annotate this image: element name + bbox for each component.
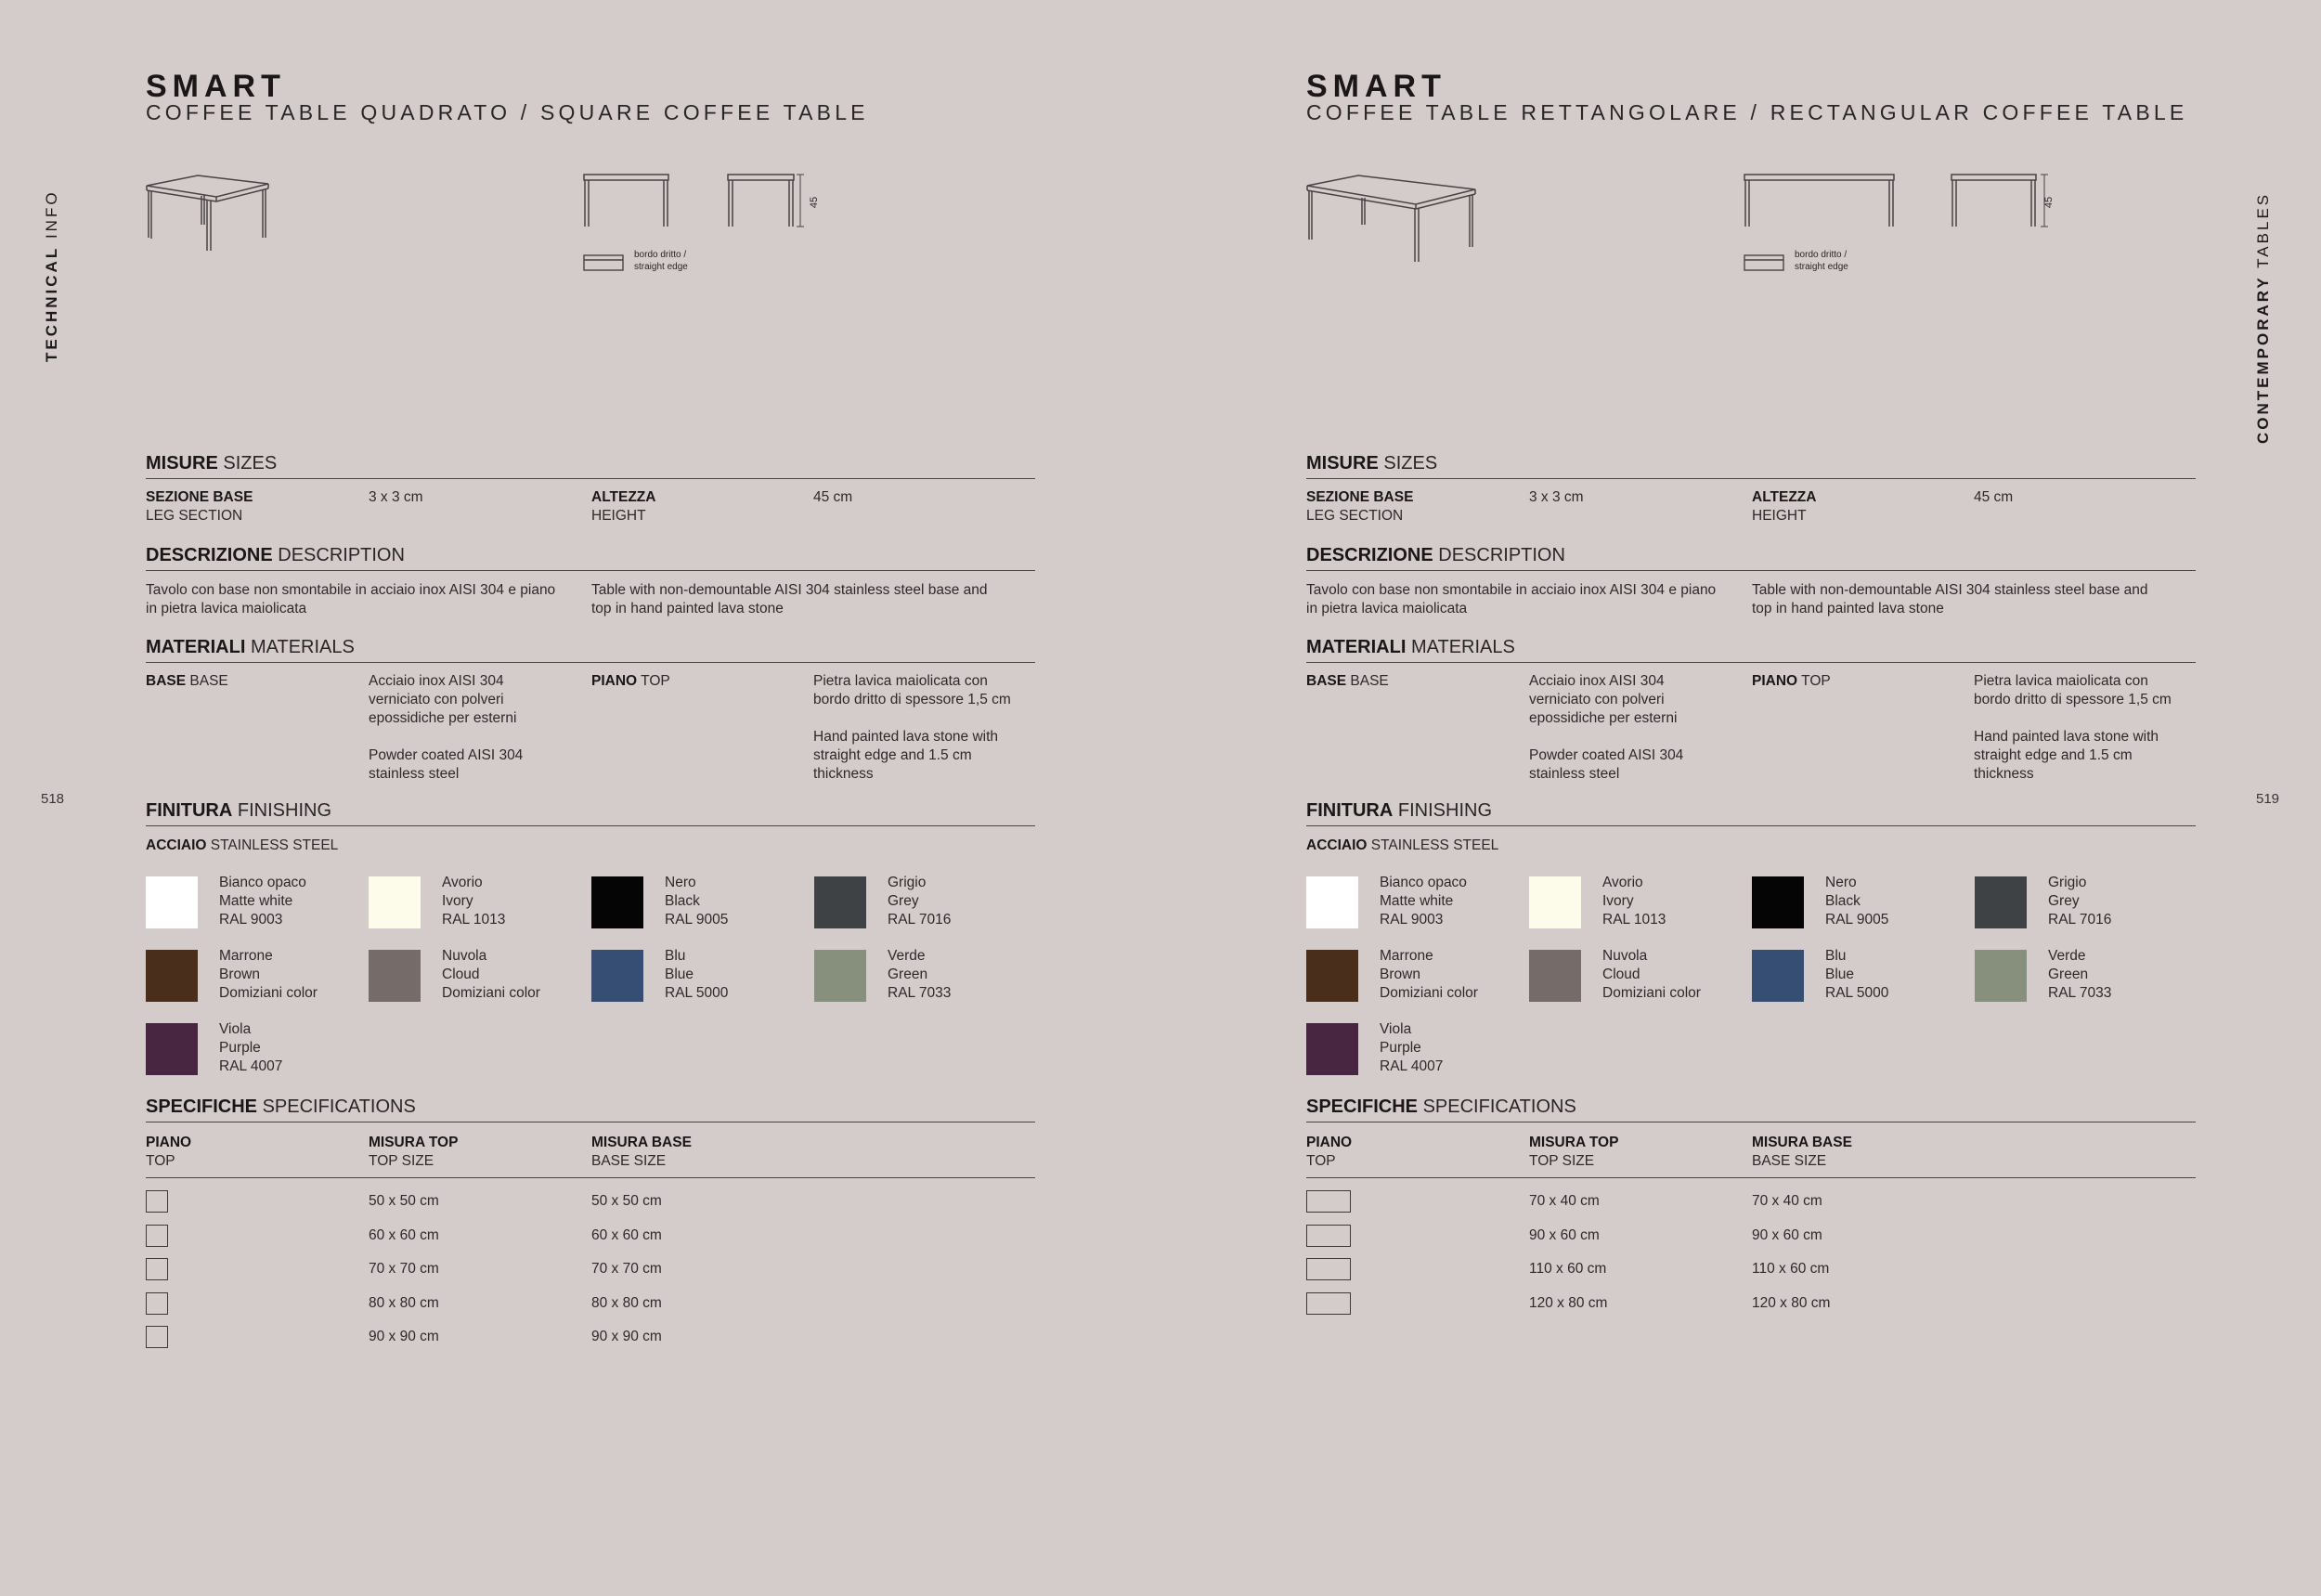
color-swatch: [369, 876, 421, 928]
section-specifications-heading: SPECIFICHE SPECIFICATIONS: [146, 1096, 1035, 1122]
color-swatch: [1306, 950, 1358, 1002]
edge-profile-icon: [1744, 254, 1786, 273]
spec-base-size: 120 x 80 cm: [1752, 1294, 1831, 1311]
spec-base-size: 70 x 70 cm: [591, 1261, 662, 1277]
square-table-side-view-drawing: [727, 174, 805, 229]
spec-top-size: 70 x 40 cm: [1529, 1193, 1600, 1209]
spec-col-top-size: MISURA TOP TOP SIZE: [1529, 1135, 1619, 1169]
color-swatch-label: Nero Black RAL 9005: [665, 875, 729, 928]
leg-section-label: SEZIONE BASE LEG SECTION: [1306, 489, 1414, 524]
section-materials-heading: MATERIALI MATERIALS: [146, 637, 1035, 663]
height-value: 45 cm: [813, 489, 853, 505]
color-swatch: [591, 876, 643, 928]
spec-base-size: 50 x 50 cm: [591, 1193, 662, 1209]
color-swatch: [1752, 876, 1804, 928]
spec-top-size: 70 x 70 cm: [369, 1261, 439, 1277]
side-label-technical-info: TECHNICAL INFO: [43, 189, 60, 362]
spec-top-size: 50 x 50 cm: [369, 1193, 439, 1209]
finishing-subheading: ACCIAIO STAINLESS STEEL: [146, 837, 339, 853]
material-top-description: Pietra lavica maiolicata con bordo dritto di spessore 1,5 cm Hand painted lava stone with straight edge and 1.5 cm thickness: [1974, 673, 2172, 782]
height-value: 45 cm: [1974, 489, 2014, 505]
page-number-right: 519: [2256, 791, 2280, 807]
height-label: ALTEZZA HEIGHT: [591, 489, 656, 524]
top-shape-icon: [146, 1225, 168, 1247]
color-swatch-label: Verde Green RAL 7033: [888, 948, 952, 1001]
color-swatch: [1975, 876, 2027, 928]
material-top-label: PIANO TOP: [591, 673, 670, 689]
color-swatch-label: Grigio Grey RAL 7016: [888, 875, 952, 928]
color-swatch: [1306, 1023, 1358, 1075]
top-shape-icon: [146, 1258, 168, 1280]
color-swatch-label: Viola Purple RAL 4007: [219, 1021, 283, 1074]
top-shape-icon: [146, 1190, 168, 1213]
height-dimension-label: 45: [2043, 196, 2055, 209]
color-swatch: [146, 950, 198, 1002]
color-swatch-label: Bianco opaco Matte white RAL 9003: [219, 875, 306, 928]
color-swatch-label: Nuvola Cloud Domiziani color: [1602, 948, 1701, 1001]
color-swatch: [1529, 876, 1581, 928]
leg-section-value: 3 x 3 cm: [1529, 489, 1584, 505]
section-sizes-heading: MISURE SIZES: [146, 453, 1035, 479]
material-base-description: Acciaio inox AISI 304 verniciato con polveri epossidiche per esterni Powder coated AISI 304 stainless steel: [369, 673, 524, 782]
page-rectangular-coffee-table: [1306, 0, 2198, 1596]
color-swatch: [146, 1023, 198, 1075]
leg-section-label: SEZIONE BASE LEG SECTION: [146, 489, 253, 524]
material-top-label: PIANO TOP: [1752, 673, 1831, 689]
top-shape-icon: [146, 1326, 168, 1348]
color-swatch: [1529, 950, 1581, 1002]
color-swatch-label: Avorio Ivory RAL 1013: [1602, 875, 1666, 928]
spec-header-divider: [1306, 1177, 2196, 1178]
material-base-label: BASE BASE: [146, 673, 228, 689]
section-specifications-heading: SPECIFICHE SPECIFICATIONS: [1306, 1096, 2196, 1122]
spec-base-size: 60 x 60 cm: [591, 1226, 662, 1243]
color-swatch-label: Blu Blue RAL 5000: [1825, 948, 1889, 1001]
top-shape-icon: [1306, 1225, 1351, 1247]
color-swatch-label: Marrone Brown Domiziani color: [219, 948, 318, 1001]
color-swatch-label: Avorio Ivory RAL 1013: [442, 875, 506, 928]
square-table-perspective-drawing: [146, 173, 270, 253]
description-italian: Tavolo con base non smontabile in acciaio inox AISI 304 e piano in pietra lavica maiolicata: [146, 582, 556, 616]
section-finishing-heading: FINITURA FINISHING: [1306, 800, 2196, 826]
top-shape-icon: [1306, 1292, 1351, 1315]
material-top-description: Pietra lavica maiolicata con bordo dritto di spessore 1,5 cm Hand painted lava stone with straight edge and 1.5 cm thickness: [813, 673, 1011, 782]
spec-top-size: 60 x 60 cm: [369, 1226, 439, 1243]
color-swatch-label: Nero Black RAL 9005: [1825, 875, 1889, 928]
spec-base-size: 70 x 40 cm: [1752, 1193, 1822, 1209]
top-shape-icon: [1306, 1258, 1351, 1280]
description-english: Table with non-demountable AISI 304 stainless steel base and top in hand painted lava stone: [591, 582, 988, 616]
spec-col-top: PIANO TOP: [1306, 1135, 1353, 1169]
color-swatch: [591, 950, 643, 1002]
color-swatch: [1752, 950, 1804, 1002]
spec-header-divider: [146, 1177, 1035, 1178]
finishing-subheading: ACCIAIO STAINLESS STEEL: [1306, 837, 1499, 853]
color-swatch-label: Nuvola Cloud Domiziani color: [442, 948, 540, 1001]
section-description-heading: DESCRIZIONE DESCRIPTION: [1306, 545, 2196, 571]
height-label: ALTEZZA HEIGHT: [1752, 489, 1817, 524]
spec-top-size: 90 x 60 cm: [1529, 1226, 1600, 1243]
color-swatch-label: Grigio Grey RAL 7016: [2048, 875, 2112, 928]
spec-base-size: 80 x 80 cm: [591, 1294, 662, 1311]
rectangular-table-front-view-drawing: [1744, 174, 1896, 229]
spec-top-size: 80 x 80 cm: [369, 1294, 439, 1311]
rectangular-table-perspective-drawing: [1306, 173, 1477, 264]
color-swatch: [369, 950, 421, 1002]
height-dimension-label: 45: [809, 196, 821, 209]
color-swatch-label: Bianco opaco Matte white RAL 9003: [1380, 875, 1467, 928]
spec-col-base-size: MISURA BASE BASE SIZE: [591, 1135, 692, 1169]
edge-profile-icon: [583, 254, 626, 273]
side-label-contemporary-tables: CONTEMPORARY TABLES: [2254, 191, 2272, 444]
square-table-front-view-drawing: [583, 174, 670, 229]
product-brand: SMART: [146, 69, 286, 104]
color-swatch-label: Marrone Brown Domiziani color: [1380, 948, 1478, 1001]
color-swatch-label: Blu Blue RAL 5000: [665, 948, 729, 1001]
spec-base-size: 90 x 90 cm: [591, 1329, 662, 1344]
description-english: Table with non-demountable AISI 304 stainless steel base and top in hand painted lava stone: [1752, 582, 2148, 616]
section-description-heading: DESCRIZIONE DESCRIPTION: [146, 545, 1035, 571]
section-finishing-heading: FINITURA FINISHING: [146, 800, 1035, 826]
page-number-left: 518: [41, 791, 65, 807]
product-subtitle: COFFEE TABLE RETTANGOLARE / RECTANGULAR COFFEE TABLE: [1306, 100, 2188, 124]
spec-base-size: 90 x 60 cm: [1752, 1226, 1822, 1243]
spec-top-size: 110 x 60 cm: [1529, 1261, 1607, 1277]
section-sizes-heading: MISURE SIZES: [1306, 453, 2196, 479]
spec-top-size: 90 x 90 cm: [369, 1329, 439, 1344]
color-swatch: [146, 876, 198, 928]
material-base-description: Acciaio inox AISI 304 verniciato con polveri epossidiche per esterni Powder coated AISI 304 stainless steel: [1529, 673, 1684, 782]
spec-top-size: 120 x 80 cm: [1529, 1294, 1608, 1311]
spec-col-top-size: MISURA TOP TOP SIZE: [369, 1135, 459, 1169]
color-swatch-label: Verde Green RAL 7033: [2048, 948, 2112, 1001]
leg-section-value: 3 x 3 cm: [369, 489, 423, 505]
description-italian: Tavolo con base non smontabile in acciaio inox AISI 304 e piano in pietra lavica maiolicata: [1306, 582, 1717, 616]
top-shape-icon: [1306, 1190, 1351, 1213]
page-square-coffee-table: [146, 0, 1037, 1596]
color-swatch: [814, 950, 866, 1002]
top-shape-icon: [146, 1292, 168, 1315]
material-base-label: BASE BASE: [1306, 673, 1389, 689]
section-materials-heading: MATERIALI MATERIALS: [1306, 637, 2196, 663]
color-swatch: [1306, 876, 1358, 928]
spec-col-top: PIANO TOP: [146, 1135, 192, 1169]
spec-base-size: 110 x 60 cm: [1752, 1261, 1830, 1277]
color-swatch: [814, 876, 866, 928]
edge-note: bordo dritto / straight edge: [634, 250, 688, 272]
product-brand: SMART: [1306, 69, 1446, 104]
color-swatch: [1975, 950, 2027, 1002]
product-subtitle: COFFEE TABLE QUADRATO / SQUARE COFFEE TABLE: [146, 100, 869, 124]
color-swatch-label: Viola Purple RAL 4007: [1380, 1021, 1444, 1074]
spec-col-base-size: MISURA BASE BASE SIZE: [1752, 1135, 1852, 1169]
edge-note: bordo dritto / straight edge: [1795, 250, 1848, 272]
